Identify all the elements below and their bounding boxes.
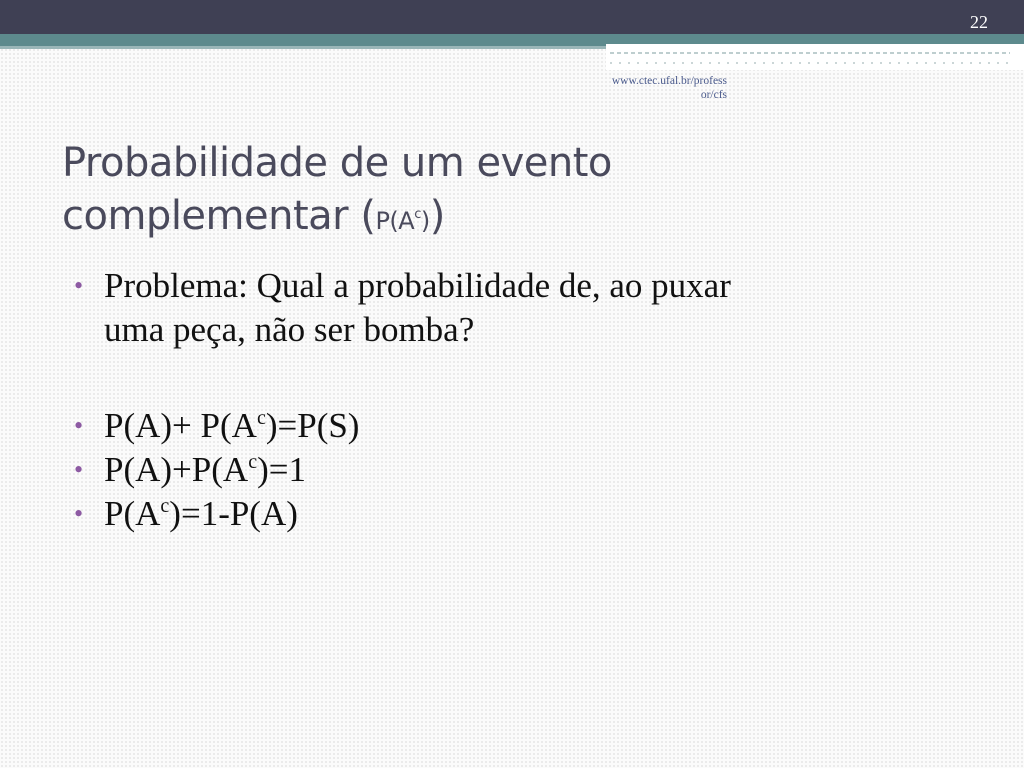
source-url[interactable] (580, 74, 727, 102)
bullet-item-equation-2 (74, 448, 954, 492)
problem-line-1: Problema: Qual a probabilidade de, ao puxar (104, 266, 731, 305)
title-close-paren: ) (429, 193, 445, 239)
slide-body (74, 264, 954, 536)
title-notation-close: ) (420, 207, 430, 235)
equation-3-part-b: )=1-P(A) (169, 494, 298, 533)
equation-3-part-a: P(A (104, 494, 161, 533)
decorative-pattern (610, 52, 1010, 70)
bullet-dot-icon: • (74, 499, 84, 528)
equation-1-part-b: )=P(S) (265, 406, 360, 445)
source-url-line-1: www.ctec.ufal.br/profess (611, 75, 727, 87)
bullet-item-problem (74, 264, 954, 352)
bullet-dot-icon: • (74, 411, 84, 440)
equation-2-part-a: P(A)+P(A (104, 450, 249, 489)
bullet-dot-icon: • (74, 271, 84, 300)
title-notation-base: P(A (375, 207, 415, 235)
bullet-item-equation-1 (74, 404, 954, 448)
equation-2-part-b: )=1 (257, 450, 306, 489)
source-url-line-2: or/cfs (700, 89, 727, 101)
title-notation-sup: c (414, 207, 421, 222)
title-line-2 (62, 189, 612, 247)
equation-2-sup: c (248, 451, 258, 473)
title-line-1: Probabilidade de um evento (62, 140, 612, 186)
title-line-2-text: complementar ( (62, 193, 376, 239)
equation-1-part-a: P(A)+ P(A (104, 406, 257, 445)
bullet-item-equation-3 (74, 492, 954, 536)
slide-title (62, 137, 612, 247)
bullet-dot-icon: • (74, 455, 84, 484)
page-number: 22 (970, 12, 988, 32)
title-notation (375, 207, 429, 235)
problem-line-2: uma peça, não ser bomba? (104, 310, 475, 349)
equation-1-sup: c (256, 407, 266, 429)
header-bar (0, 0, 1024, 34)
spacer (74, 352, 954, 404)
equation-3-sup: c (160, 495, 170, 517)
